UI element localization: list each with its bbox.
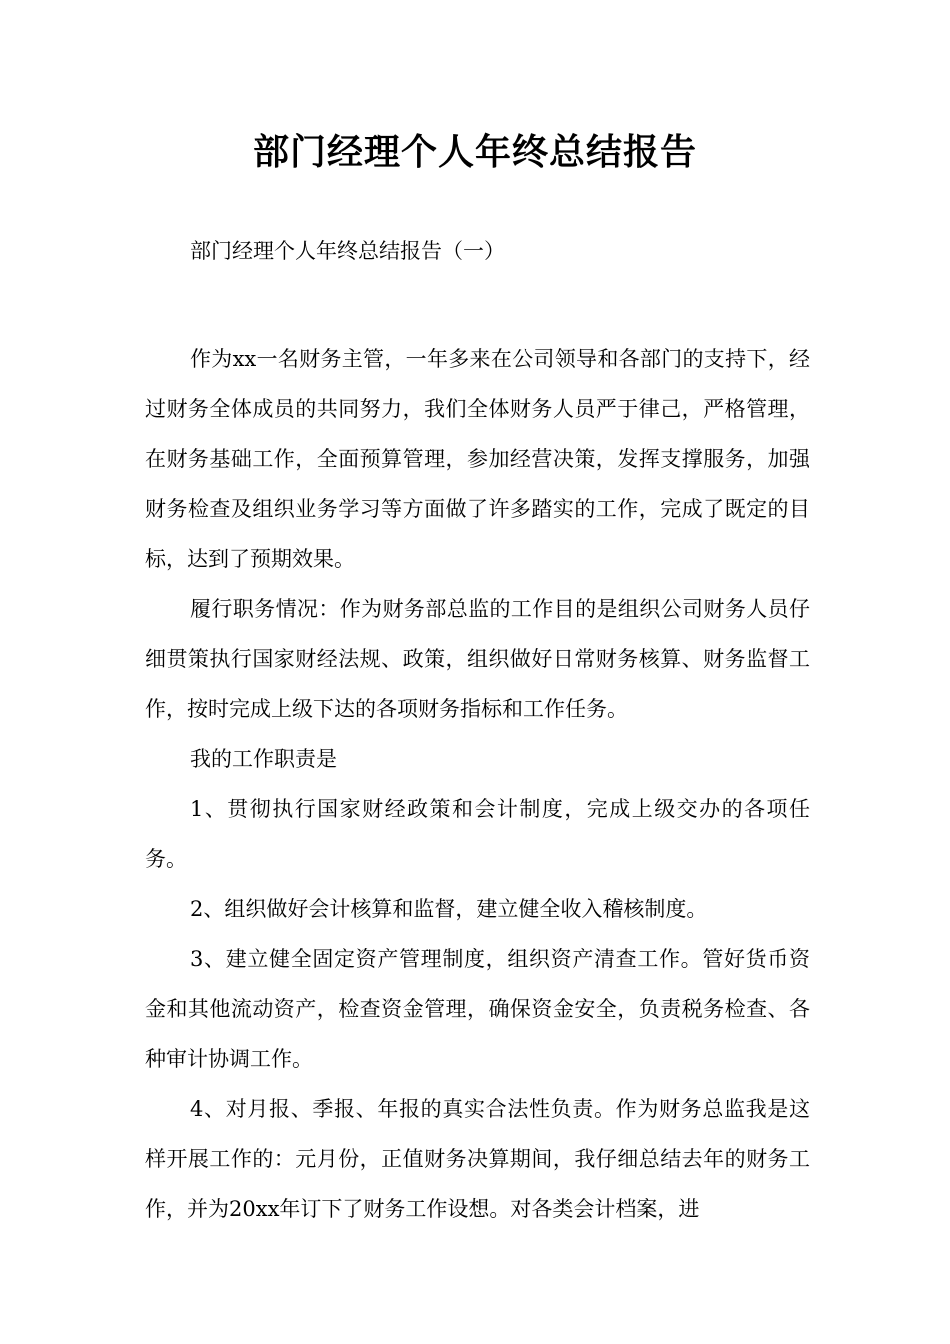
paragraph-item-4: 4、对月报、季报、年报的真实合法性负责。作为财务总监我是这样开展工作的：元月份，正值财务决算期间，我仔细总结去年的财务工作，并为20xx年订下了财务工作设想。对各类会计档案，进 — [145, 1097, 810, 1221]
document-body — [145, 334, 810, 1234]
paragraph-intro: 作为xx一名财务主管，一年多来在公司领导和各部门的支持下，经过财务全体成员的共同努力，我们全体财务人员严于律己，严格管理，在财务基础工作，全面预算管理，参加经营决策，发挥支撑服务，加强财务检查及组织业务学习等方面做了许多踏实的工作，完成了既定的目标，达到了预期效果。 — [145, 347, 810, 571]
paragraph-item-1: 1、贯彻执行国家财经政策和会计制度，完成上级交办的各项任务。 — [145, 797, 810, 871]
paragraph-item-2: 2、组织做好会计核算和监督，建立健全收入稽核制度。 — [190, 897, 708, 921]
document-subtitle: 部门经理个人年终总结报告（一） — [190, 239, 505, 263]
document-title: 部门经理个人年终总结报告 — [252, 131, 697, 173]
paragraph-item-3: 3、建立健全固定资产管理制度，组织资产清查工作。管好货币资金和其他流动资产，检查资金管理，确保资金安全，负责税务检查、各种审计协调工作。 — [145, 947, 810, 1071]
paragraph-duties-overview: 履行职务情况：作为财务部总监的工作目的是组织公司财务人员仔细贯策执行国家财经法规、政策，组织做好日常财务核算、财务监督工作，按时完成上级下达的各项财务指标和工作任务。 — [145, 597, 810, 721]
paragraph-responsibilities-heading: 我的工作职责是 — [190, 747, 337, 771]
